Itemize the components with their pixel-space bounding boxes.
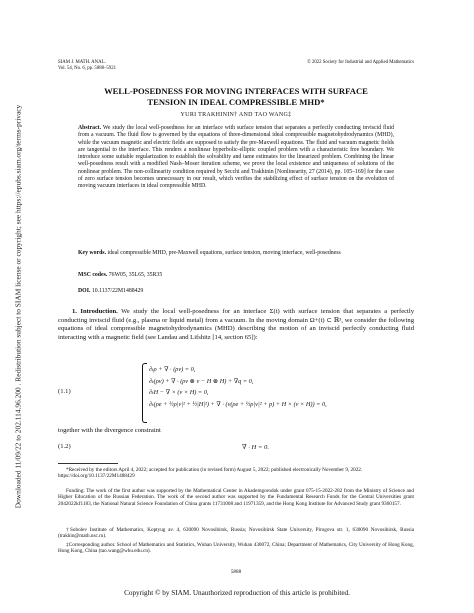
download-notice: Downloaded 11/09/22 to 202.114.96.200 . Redistribution subject to SIAM license or copyright; see https://epubs.siam.org/terms-privacy <box>13 104 23 509</box>
footnote-funding: Funding: The work of the first author was supported by the Mathematical Center in Akademgorodok under grant 075-15-2022-282 from the Ministry of Science and Higher Education of the Russian Federation. The work of the second author was supported by the Fundamental Research Funds for the Central Universities grant 2042022kf1183, the National Natural Science Foundation of China grants 11731008 and 11971359, and the Hong Kong Institute for Advanced Study grant 9360157. <box>58 488 414 507</box>
divergence-equation: ∇ · H = 0. <box>242 444 270 451</box>
doi-text: 10.1137/22M1488429 <box>91 288 144 294</box>
equation-label-1-1: (1.1) <box>58 388 71 395</box>
footnote-rule <box>58 463 118 464</box>
abstract-label: Abstract. <box>78 125 102 131</box>
copyright-notice: © 2022 Society for Industrial and Applied Mathematics <box>307 60 414 65</box>
equation-brace <box>142 363 147 423</box>
footnote-author-1: †Sobolev Institute of Mathematics, Koptyug av. 4, 630090 Novosibirsk, Russia; Novosibirsk State University, Pirogova str. 1, 630090 Novosibirsk, Russia (trakhin@math.nsc.ru). <box>58 527 414 540</box>
msc-codes <box>78 272 394 278</box>
introduction-paragraph <box>58 308 414 342</box>
section-heading: 1. Introduction. <box>72 308 118 315</box>
equation-line-3: ∂ₜH − ∇ × (v × H) = 0, <box>149 389 209 397</box>
equation-line-1: ∂ₜρ + ∇ · (ρv) = 0, <box>149 366 196 373</box>
keywords-label: Key words. <box>78 250 107 256</box>
title-line-2: TENSION IN IDEAL COMPRESSIBLE MHD* <box>147 97 325 107</box>
equation-system <box>149 364 327 410</box>
intro-text: We study the local well-posedness for an interface Σ(t) with surface tension that separates a perfectly conducting inviscid fluid (e.g., plasma or liquid metal) from a vacuum. In the moving domain Ω+(t) ⊂ ℝ³, we consider the following equations of ideal compressible magnetohydrodynamics (MHD) describing the motion of an inviscid perfectly conducting fluid interacting with a magnetic field (see Landau and Lifshitz [14, section 65]): <box>58 308 415 341</box>
title-line-1: WELL-POSEDNESS FOR MOVING INTERFACES WITH SURFACE <box>104 86 368 96</box>
page-number: 5888 <box>230 569 242 575</box>
footnote-received <box>58 467 414 480</box>
together-text: together with the divergence constraint <box>58 427 161 434</box>
author-list: YURI TRAKHININ† AND TAO WANG‡ <box>180 112 292 118</box>
msc-text: 76W05, 35L65, 35R35 <box>108 272 163 278</box>
equation-line-4: ∂ₜ(ρe + ½ρ|v|² + ½|H|²) + ∇ · (v(ρe + ½ρ|v|² + p) + H × (v × H)) = 0, <box>149 400 327 408</box>
journal-info <box>58 60 116 72</box>
copyright-footer: Copyright © by SIAM. Unauthorized reproduction of this article is prohibited. <box>124 589 350 597</box>
download-sidebar-note <box>10 30 24 590</box>
doi-label: DOI. <box>78 288 91 294</box>
doi <box>78 288 394 294</box>
footnote-received-text: *Received by the editors April 4, 2022; accepted for publication (in revised form) August 5, 2022; published electronically November 9, 2022. <box>66 467 363 473</box>
keywords <box>78 250 394 257</box>
paper-title <box>58 86 414 108</box>
journal-volume: Vol. 54, No. 6, pp. 5888–5921 <box>58 66 117 71</box>
equation-line-2: ∂ₜ(ρv) + ∇ · (ρv ⊗ v − H ⊗ H) + ∇q = 0, <box>149 377 254 385</box>
equation-label-1-2: (1.2) <box>58 443 71 450</box>
keywords-text: ideal compressible MHD, pre-Maxwell equations, surface tension, moving interface, well-posedness <box>107 250 341 256</box>
footnote-author-2: ‡Corresponding author. School of Mathematics and Statistics, Wuhan University, Wuhan 430072, China; Department of Mathematics, City University of Hong Kong, Hong Kong, China (tao.wang@whu.edu.cn). <box>58 542 414 555</box>
abstract-text: We study the local well-posedness for an interface with surface tension that separates a perfectly conducting inviscid fluid from a vacuum. The fluid flow is governed by the equations of three-dimensional ideal compressible magnetohydrodynamics (MHD), while the vacuum magnetic and electric fields are supposed to satisfy the pre-Maxwell equations. The fluid and vacuum magnetic fields are tangential to the interface. This renders a nonlinear hyperbolic-elliptic coupled problem with a characteristic free boundary. We introduce some suitable regularization to establish the solvability and tame estimates for the linearized problem. Combining the linear well-posedness result with a modified Nash–Moser iteration scheme, we prove the local existence and uniqueness of solutions of the nonlinear problem. The non-collinearity condition required by Secchi and Trakhinin [Nonlinearity, 27 (2014), pp. 105–169] for the case of zero surface tension becomes unnecessary in our result, which verifies the stabilizing effect of surface tension on the evolution of moving vacuum interfaces in ideal compressible MHD. <box>78 125 394 190</box>
footnote-doi-link[interactable]: https://doi.org/10.1137/22M1488429 <box>58 473 135 480</box>
abstract <box>78 125 394 191</box>
journal-name: SIAM J. MATH. ANAL. <box>58 60 106 65</box>
msc-label: MSC codes. <box>78 272 108 278</box>
